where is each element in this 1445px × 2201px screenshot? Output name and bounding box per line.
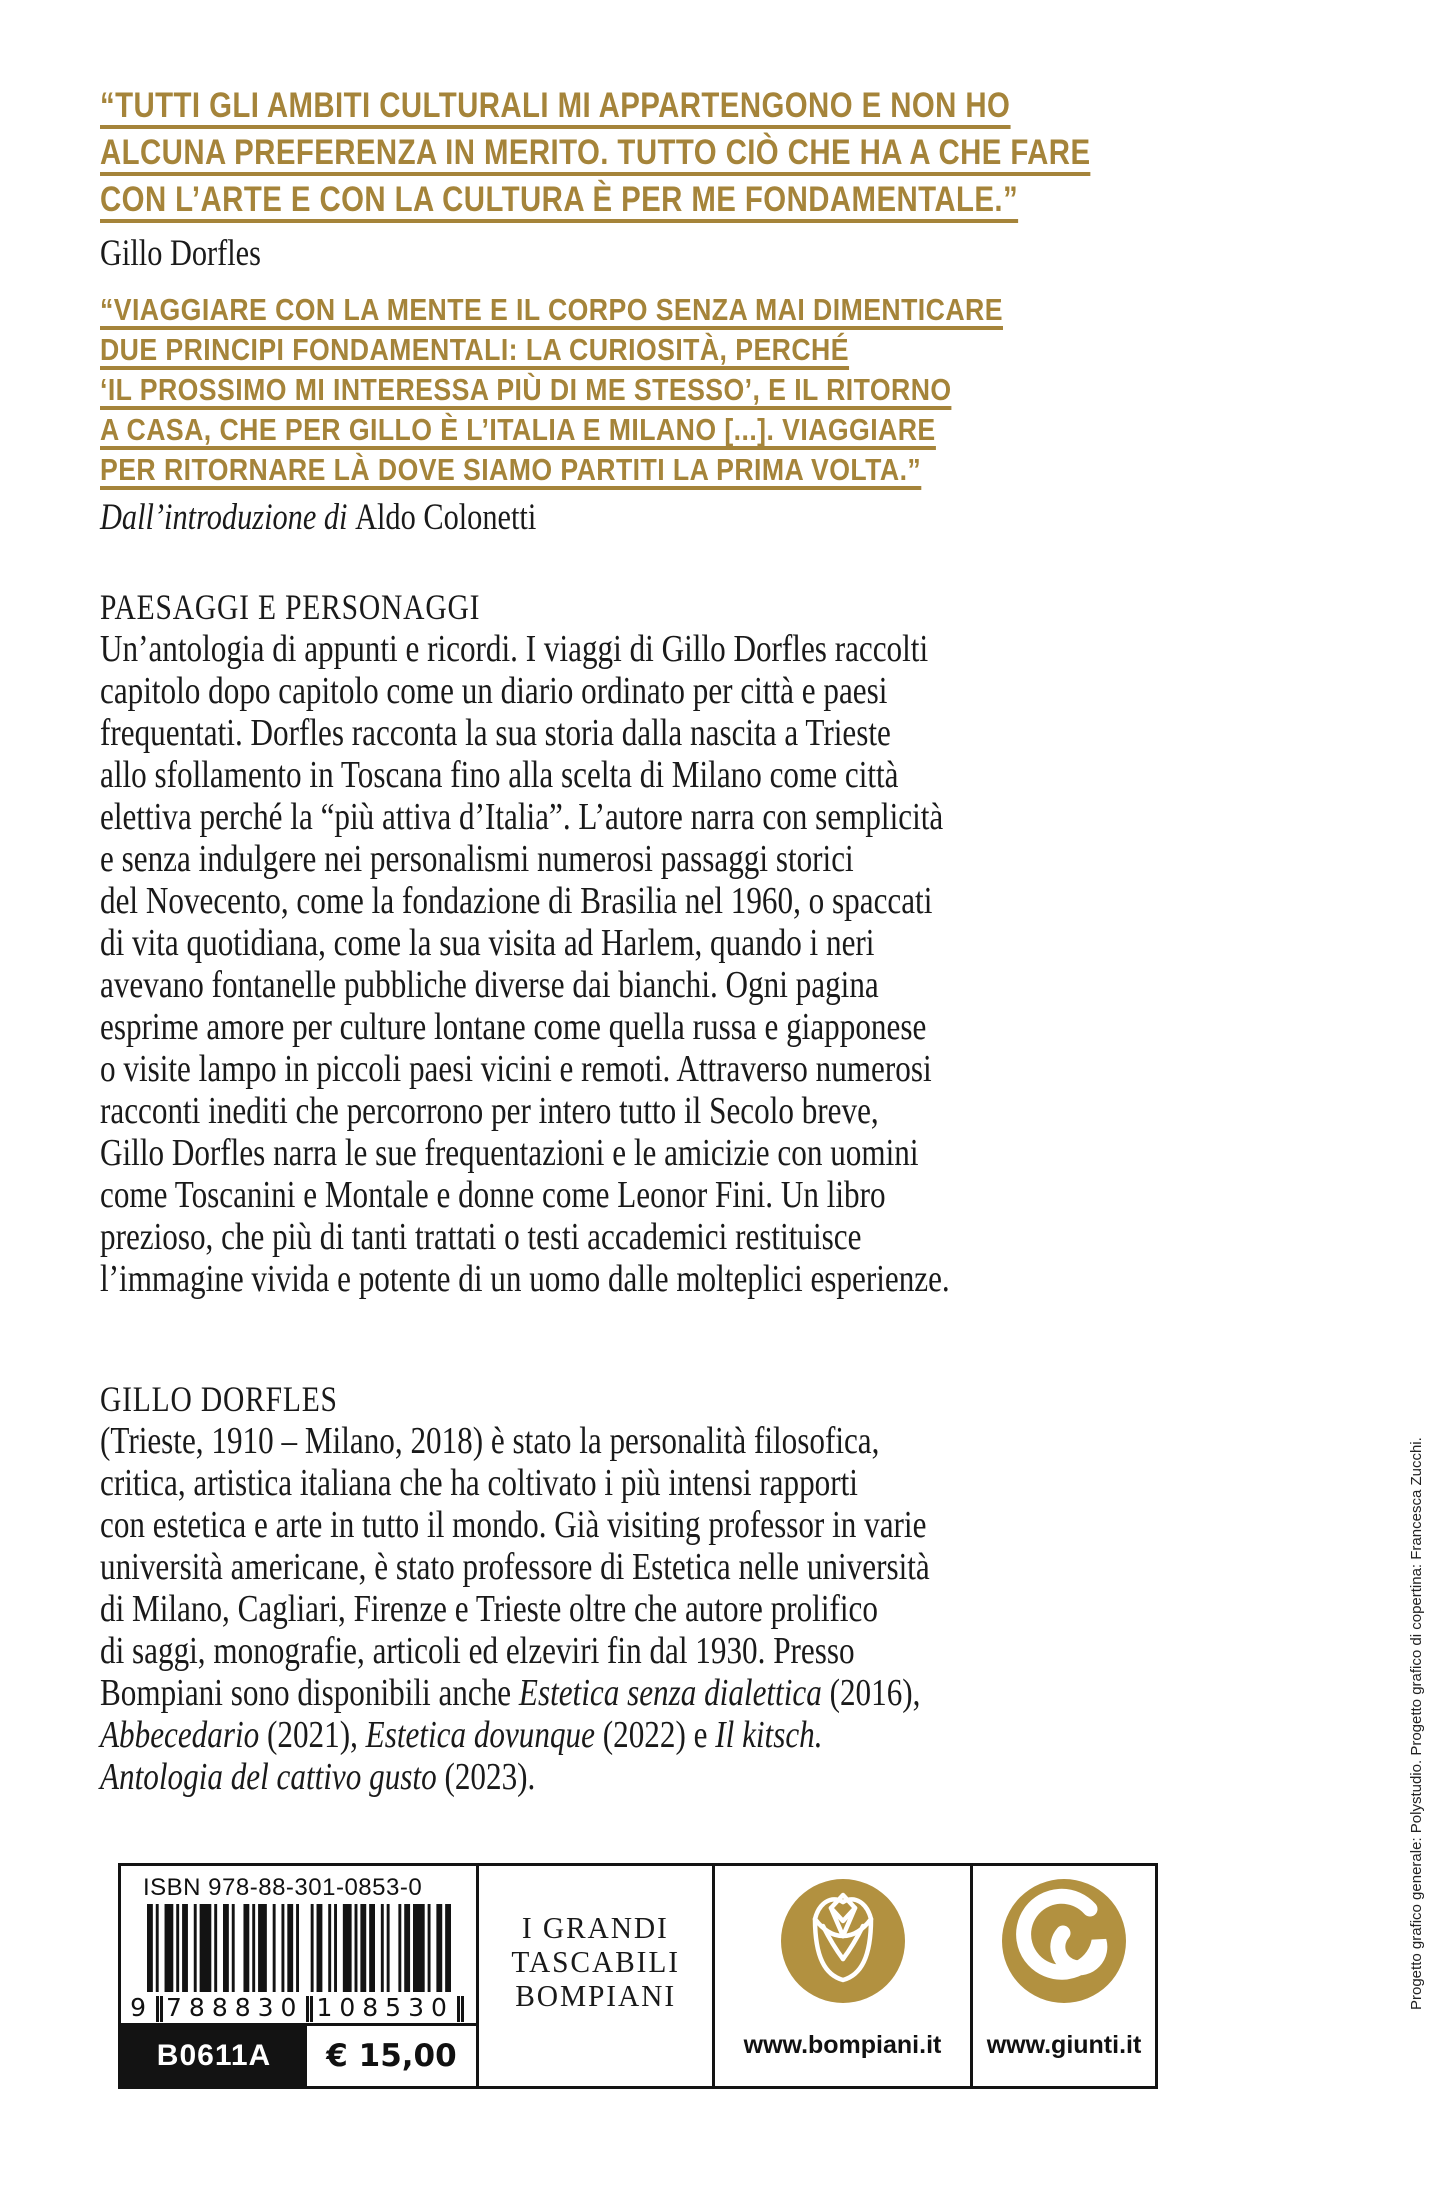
design-credits: Progetto grafico generale: Polystudio. Progetto grafico di copertina: Francesca Zucchi.	[1408, 1437, 1425, 2010]
text-line: di vita quotidiana, come la sua visita ad Harlem, quando i neri	[100, 922, 875, 964]
text-line: Gillo Dorfles narra le sue frequentazioni e le amicizie con uomini	[100, 1132, 919, 1174]
isbn-label: ISBN 978-88-301-0853-0	[143, 1874, 423, 1901]
text-line: o visite lampo in piccoli paesi vicini e remoti. Attraverso numerosi	[100, 1048, 932, 1090]
barcode-guard-icon	[156, 1996, 163, 2022]
text-line: critica, artistica italiana che ha coltivato i più intensi rapporti	[100, 1462, 858, 1504]
text-line: (Trieste, 1910 – Milano, 2018) è stato la personalità filosofica,	[100, 1420, 880, 1462]
text-line: di Milano, Cagliari, Firenze e Trieste oltre che autore prolifico	[100, 1588, 878, 1630]
text-line: di saggi, monografie, articoli ed elzeviri fin dal 1930. Presso	[100, 1630, 855, 1672]
footer-bar	[118, 1863, 1158, 2089]
bompiani-url: www.bompiani.it	[743, 2031, 942, 2059]
ean-barcode-icon	[147, 1904, 451, 1992]
imprint-name	[507, 1911, 684, 2013]
text-line: I GRANDI	[522, 1910, 669, 1945]
text-line: elettiva perché la “più attiva d’Italia”. L’autore narra con semplicità	[100, 796, 944, 838]
text-line: allo sfollamento in Toscana fino alla scelta di Milano come città	[100, 754, 899, 796]
text-line: capitolo dopo capitolo come un diario ordinato per città e paesi	[100, 670, 888, 712]
bompiani-cell	[715, 1866, 973, 2086]
text-line: ALCUNA PREFERENZA IN MERITO. TUTTO CIÒ CHE HA A CHE FARE	[100, 133, 1090, 176]
giunti-url: www.giunti.it	[986, 2031, 1142, 2059]
text-line: e senza indulgere nei personalismi numerosi passaggi storici	[100, 838, 854, 880]
text-line: frequentati. Dorfles racconta la sua storia dalla nascita a Trieste	[100, 712, 891, 754]
text-line: Antologia del cattivo gusto (2023).	[100, 1756, 536, 1798]
bompiani-logo-icon	[781, 1879, 905, 2003]
text-line: BOMPIANI	[515, 1978, 676, 2013]
text-line: con estetica e arte in tutto il mondo. Già visiting professor in varie	[100, 1504, 927, 1546]
imprint-cell	[479, 1866, 715, 2086]
text-line: l’immagine vivida e potente di un uomo dalle molteplici esperienze.	[100, 1258, 950, 1300]
barcode-digit-group: 108530	[316, 1993, 454, 2022]
barcode-guard-icon	[306, 1996, 313, 2022]
text-line: del Novecento, come la fondazione di Brasilia nel 1960, o spaccati	[100, 880, 933, 922]
barcode-cell	[121, 1866, 479, 2086]
text-line: TASCABILI	[511, 1944, 680, 1979]
quote-primary	[100, 86, 1279, 227]
text-line: CON L’ARTE E CON LA CULTURA È PER ME FONDAMENTALE.”	[100, 180, 1018, 223]
author-heading: GILLO DORFLES	[100, 1379, 338, 1419]
giunti-logo-icon	[1002, 1879, 1126, 2003]
text-line: racconti inediti che percorrono per intero tutto il Secolo breve,	[100, 1090, 879, 1132]
text-line: “TUTTI GLI AMBITI CULTURALI MI APPARTENGONO E NON HO	[100, 86, 1010, 129]
author-bio-text	[100, 1420, 1112, 1798]
price: € 15,00	[326, 2038, 457, 2074]
text-line: PER RITORNARE LÀ DOVE SIAMO PARTITI LA PRIMA VOLTA.”	[100, 453, 921, 490]
quote-secondary-attribution	[100, 498, 632, 538]
text-line: Un’antologia di appunti e ricordi. I viaggi di Gillo Dorfles raccolti	[100, 628, 929, 670]
quote-primary-attribution: Gillo Dorfles	[100, 233, 261, 274]
text-line: prezioso, che più di tanti trattati o testi accademici restituisce	[100, 1216, 862, 1258]
synopsis-text	[100, 628, 1136, 1300]
text-line: A CASA, CHE PER GILLO È L’ITALIA E MILANO [...]. VIAGGIARE	[100, 413, 936, 450]
text-line: come Toscanini e Montale e donne come Leonor Fini. Un libro	[100, 1174, 886, 1216]
text-line: Abbecedario (2021), Estetica dovunque (2022) e Il kitsch.	[100, 1714, 823, 1756]
synopsis-heading: PAESAGGI E PERSONAGGI	[100, 587, 481, 627]
text-line: università americane, è stato professore di Estetica nelle università	[100, 1546, 930, 1588]
text-line: “VIAGGIARE CON LA MENTE E IL CORPO SENZA MAI DIMENTICARE	[100, 293, 1003, 330]
barcode-guard-icon	[457, 1996, 464, 2022]
text-line: avevano fontanelle pubbliche diverse dai bianchi. Ogni pagina	[100, 964, 879, 1006]
text-line: Dall’introduzione di Aldo Colonetti	[100, 497, 537, 538]
barcode-digit-group: 788830	[166, 1993, 304, 2022]
text-line: Bompiani sono disponibili anche Estetica senza dialettica (2016),	[100, 1672, 921, 1714]
text-line: DUE PRINCIPI FONDAMENTALI: LA CURIOSITÀ, PERCHÉ	[100, 333, 849, 370]
price-row	[121, 2023, 476, 2086]
quote-secondary	[100, 293, 1150, 493]
barcode-digits	[121, 1992, 476, 2022]
giunti-cell	[973, 1866, 1155, 2086]
text-line: esprime amore per culture lontane come quella russa e giapponese	[100, 1006, 927, 1048]
text-line: ‘IL PROSSIMO MI INTERESSA PIÙ DI ME STESSO’, E IL RITORNO	[100, 373, 952, 410]
edition-code: B0611A	[121, 2026, 307, 2086]
barcode-digit-group: 9	[130, 1993, 154, 2022]
